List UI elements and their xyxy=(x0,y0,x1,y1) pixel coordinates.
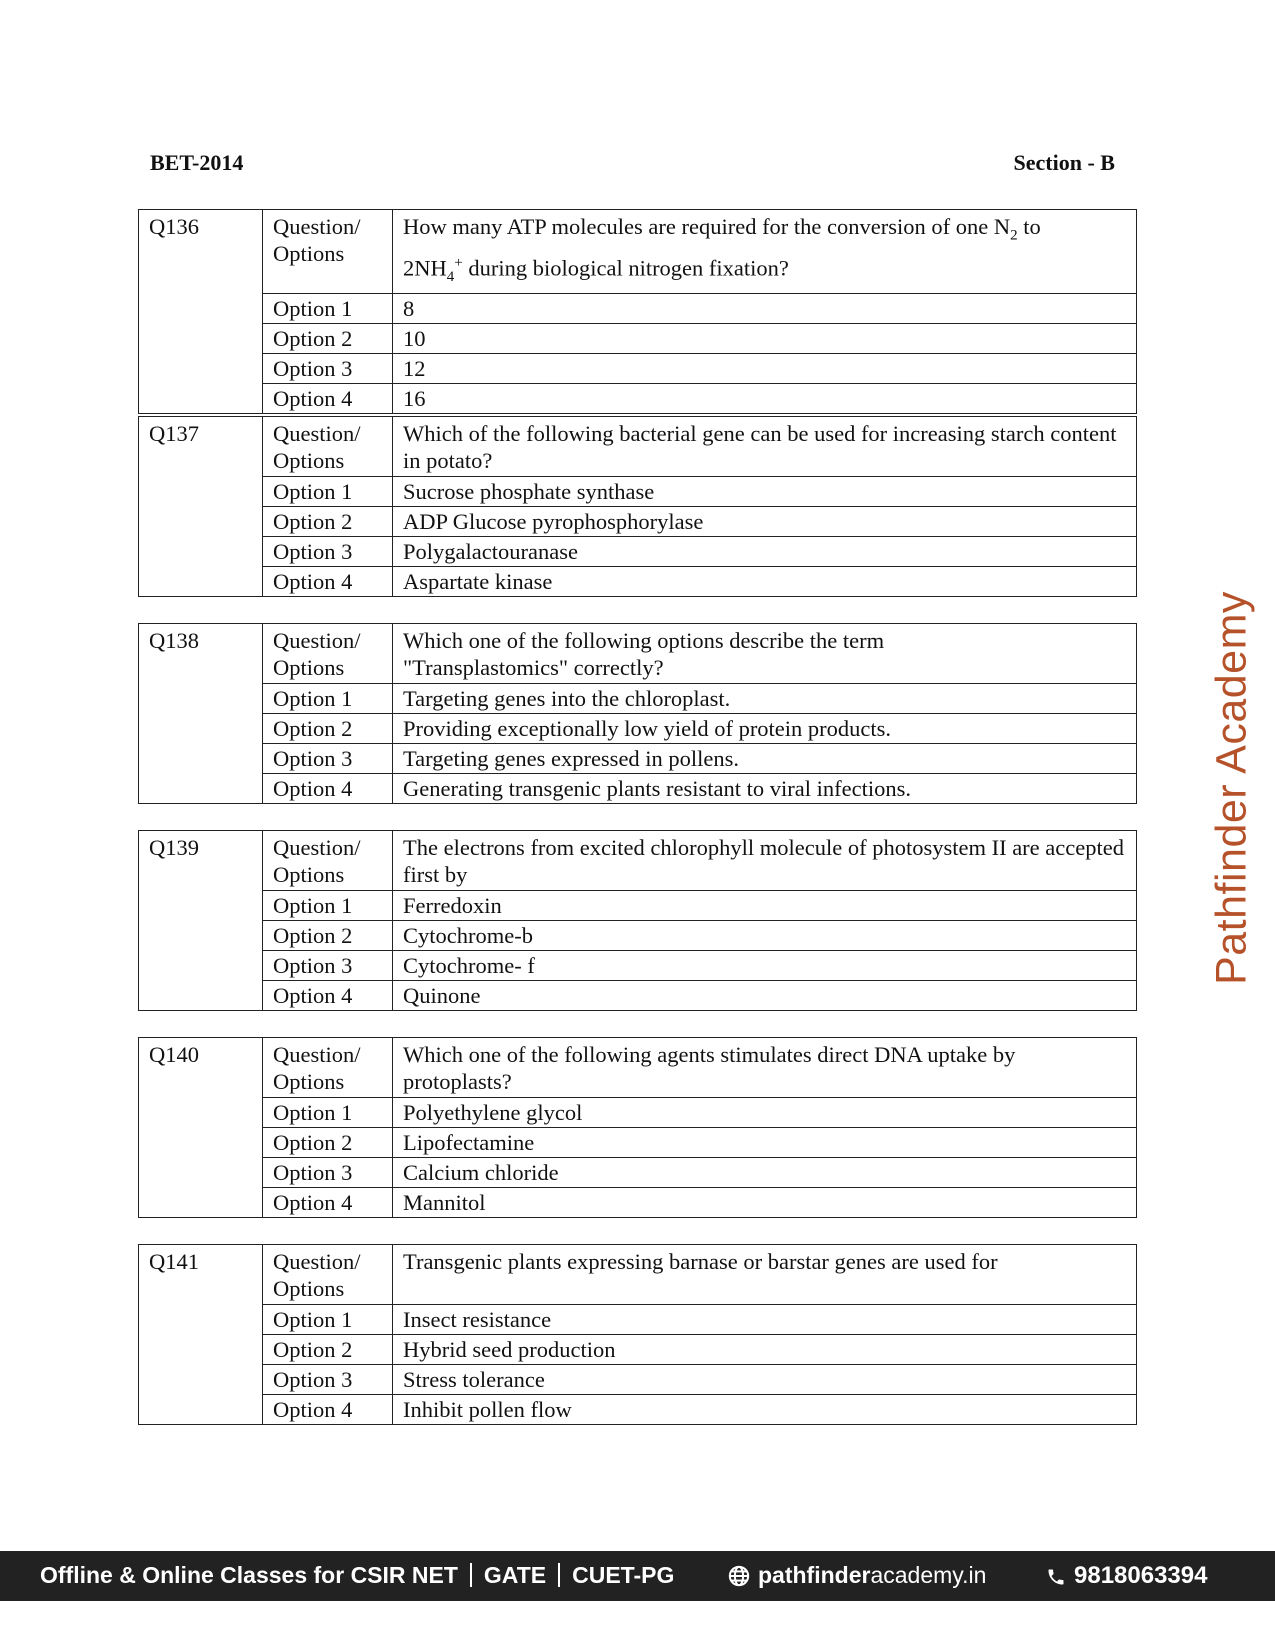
option-text: Calcium chloride xyxy=(393,1158,1137,1188)
option-text: Targeting genes into the chloroplast. xyxy=(393,684,1137,714)
option-text: Providing exceptionally low yield of protein products. xyxy=(393,714,1137,744)
question-label: Question/ Options xyxy=(263,831,393,891)
option-text: Quinone xyxy=(393,981,1137,1011)
option-text: ADP Glucose pyrophosphorylase xyxy=(393,507,1137,537)
question-label: Question/ Options xyxy=(263,624,393,684)
option-label: Option 4 xyxy=(263,774,393,804)
question-text: Which one of the following options describe the term "Transplastomics" correctly? xyxy=(393,624,1137,684)
question-number: Q136 xyxy=(139,210,263,414)
option-label: Option 3 xyxy=(263,537,393,567)
question-table-q137 xyxy=(138,416,1137,597)
footer-classes-text: Offline & Online Classes for CSIR NET xyxy=(40,1562,458,1588)
question-text: Which of the following bacterial gene can be used for increasing starch content in potato? xyxy=(393,417,1137,477)
option-label: Option 2 xyxy=(263,1335,393,1365)
option-label: Option 4 xyxy=(263,1188,393,1218)
option-text: Cytochrome- f xyxy=(393,951,1137,981)
option-text: Targeting genes expressed in pollens. xyxy=(393,744,1137,774)
option-text: 8 xyxy=(393,293,1137,323)
option-text: Polyethylene glycol xyxy=(393,1098,1137,1128)
option-text: Hybrid seed production xyxy=(393,1335,1137,1365)
option-label: Option 3 xyxy=(263,744,393,774)
website-name: pathfinder xyxy=(758,1562,871,1588)
option-label: Option 3 xyxy=(263,1365,393,1395)
option-label: Option 4 xyxy=(263,567,393,597)
question-label: Question/ Options xyxy=(263,1038,393,1098)
option-label: Option 1 xyxy=(263,684,393,714)
option-label: Option 4 xyxy=(263,383,393,413)
footer-classes xyxy=(40,1562,674,1589)
question-number: Q140 xyxy=(139,1038,263,1218)
question-text: Transgenic plants expressing barnase or barstar genes are used for xyxy=(393,1245,1137,1305)
phone-icon xyxy=(1046,1562,1074,1589)
question-table-q141 xyxy=(138,1244,1137,1425)
website-domain: academy.in xyxy=(870,1562,987,1588)
option-text: Insect resistance xyxy=(393,1305,1137,1335)
option-label: Option 3 xyxy=(263,353,393,383)
option-label: Option 1 xyxy=(263,1098,393,1128)
question-table-q139 xyxy=(138,830,1137,1011)
option-text: Aspartate kinase xyxy=(393,567,1137,597)
section-title: Section - B xyxy=(1013,150,1115,175)
option-text: 16 xyxy=(393,383,1137,413)
question-table-q140 xyxy=(138,1037,1137,1218)
footer-separator xyxy=(470,1563,472,1587)
question-text: Which one of the following agents stimulates direct DNA uptake by protoplasts? xyxy=(393,1038,1137,1098)
question-label: Question/ Options xyxy=(263,1245,393,1305)
option-text: Ferredoxin xyxy=(393,891,1137,921)
option-text: Generating transgenic plants resistant to viral infections. xyxy=(393,774,1137,804)
question-table-q136 xyxy=(138,209,1137,414)
option-text: Lipofectamine xyxy=(393,1128,1137,1158)
page-header xyxy=(150,150,1115,180)
question-number: Q138 xyxy=(139,624,263,804)
footer-website-link[interactable] xyxy=(728,1562,986,1589)
question-number: Q141 xyxy=(139,1245,263,1425)
footer-gate: GATE xyxy=(483,1562,547,1588)
option-text: 10 xyxy=(393,323,1137,353)
phone-number: 9818063394 xyxy=(1074,1562,1208,1589)
question-text: The electrons from excited chlorophyll molecule of photosystem II are accepted first by xyxy=(393,831,1137,891)
option-label: Option 4 xyxy=(263,1395,393,1425)
globe-icon xyxy=(728,1562,758,1588)
option-text: Cytochrome-b xyxy=(393,921,1137,951)
exam-title: BET-2014 xyxy=(150,150,244,175)
question-table-q138 xyxy=(138,623,1137,804)
footer-separator xyxy=(558,1563,560,1587)
question-label: Question/ Options xyxy=(263,210,393,294)
question-label: Question/ Options xyxy=(263,417,393,477)
option-text: Inhibit pollen flow xyxy=(393,1395,1137,1425)
option-label: Option 1 xyxy=(263,1305,393,1335)
option-label: Option 1 xyxy=(263,293,393,323)
option-label: Option 2 xyxy=(263,1128,393,1158)
side-watermark-brand: Pathfinder Academy xyxy=(1207,591,1256,985)
footer-phone[interactable] xyxy=(1046,1562,1207,1590)
option-label: Option 1 xyxy=(263,891,393,921)
option-label: Option 2 xyxy=(263,921,393,951)
option-label: Option 1 xyxy=(263,477,393,507)
option-text: 12 xyxy=(393,353,1137,383)
option-text: Sucrose phosphate synthase xyxy=(393,477,1137,507)
option-label: Option 2 xyxy=(263,323,393,353)
footer-cuet: CUET-PG xyxy=(572,1562,675,1588)
option-label: Option 2 xyxy=(263,507,393,537)
option-text: Polygalactouranase xyxy=(393,537,1137,567)
option-label: Option 4 xyxy=(263,981,393,1011)
option-label: Option 2 xyxy=(263,714,393,744)
question-number: Q137 xyxy=(139,417,263,597)
option-label: Option 3 xyxy=(263,951,393,981)
option-text: Mannitol xyxy=(393,1188,1137,1218)
option-text: Stress tolerance xyxy=(393,1365,1137,1395)
option-label: Option 3 xyxy=(263,1158,393,1188)
question-text: How many ATP molecules are required for the conversion of one $N_2$ to $2NH_4^+$ during biological nitrogen fixation? xyxy=(393,210,1137,294)
question-number: Q139 xyxy=(139,831,263,1011)
footer-banner xyxy=(0,1551,1275,1601)
